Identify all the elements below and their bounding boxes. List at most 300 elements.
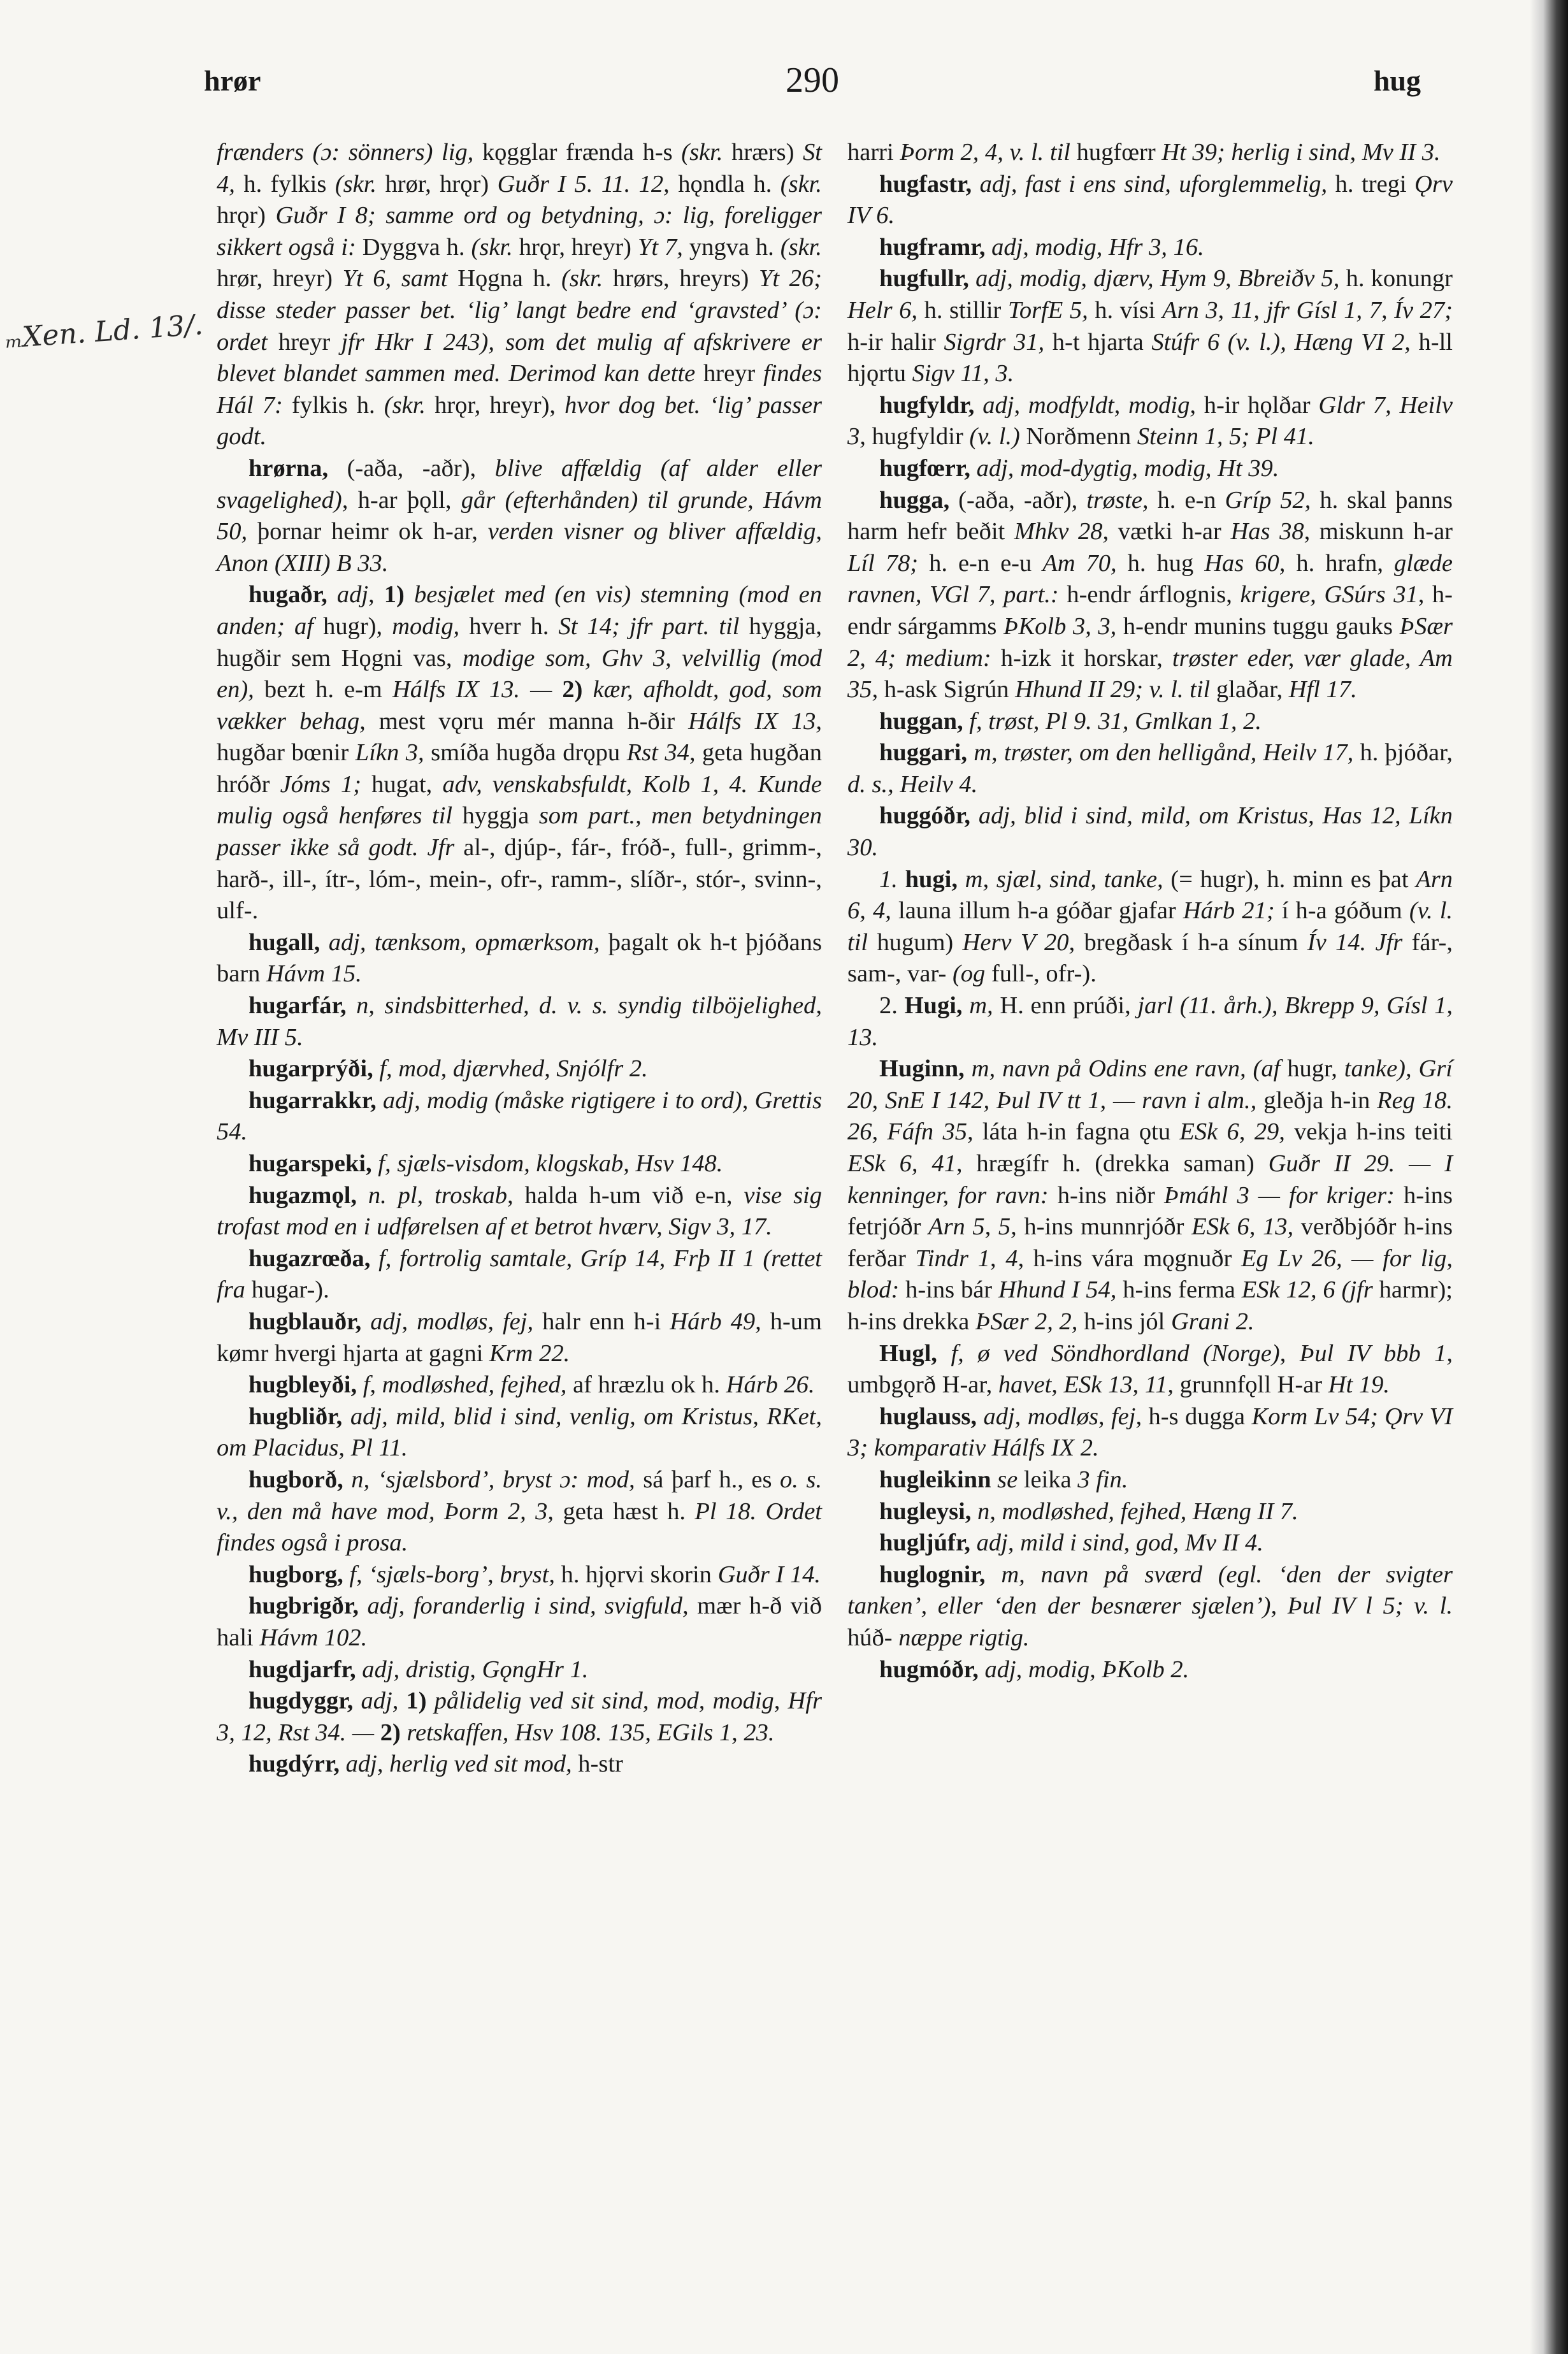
dictionary-entry xyxy=(847,263,1453,389)
entry-text: hugat, xyxy=(371,770,443,798)
entry-text: n, sindsbitterhed, d. v. s. syndig tilböjelighed, Mv III 5. xyxy=(217,992,822,1051)
dictionary-entry xyxy=(217,1749,822,1780)
dictionary-entry xyxy=(217,1306,822,1369)
entry-text: h-ir halir xyxy=(847,328,944,356)
entry-text: Krm 22. xyxy=(489,1339,570,1367)
dictionary-entry xyxy=(217,1180,822,1243)
entry-text: (skr. xyxy=(681,139,732,166)
entry-text: adj, modløs, fej, xyxy=(370,1308,543,1335)
dictionary-entry xyxy=(847,1559,1453,1654)
headword: hugarfár, xyxy=(248,992,357,1020)
headword: hugfœrr, xyxy=(879,454,977,482)
entry-text: Hávm 15. xyxy=(266,960,362,988)
entry-text: havet, ESk 13, 11, xyxy=(998,1371,1180,1399)
entry-text: m, xyxy=(969,992,1000,1020)
entry-text: hverr h. xyxy=(469,612,559,640)
entry-text: smíða hugða drǫpu xyxy=(431,739,627,767)
entry-text: adj, xyxy=(361,1687,406,1715)
entry-text: h-ins niðr xyxy=(1057,1181,1164,1209)
entry-text: kær, afholdt, god, som vækker behag, xyxy=(217,676,823,735)
entry-text: f, ‘sjæls-borg’, bryst, xyxy=(349,1561,561,1588)
entry-text: leika xyxy=(1023,1466,1078,1493)
entry-text: f, mod, djærvhed, Snjólfr 2. xyxy=(379,1055,648,1083)
entry-text: Ht 39; herlig i sind, Mv II 3. xyxy=(1162,139,1441,166)
entry-text: h. stillir xyxy=(924,296,1008,324)
entry-text: Guðr I 14. xyxy=(717,1561,821,1588)
headword: hugdýrr, xyxy=(248,1751,346,1778)
entry-text: 3 fin. xyxy=(1077,1466,1128,1493)
entry-text: Hfl 17. xyxy=(1288,676,1357,704)
headword: Hugl, xyxy=(879,1339,951,1367)
entry-text: besjælet med (en vis) stemning (mod en anden; af xyxy=(217,581,823,640)
entry-text: adj, modig, ÞKolb 2. xyxy=(984,1656,1190,1683)
dictionary-entry xyxy=(847,1338,1453,1401)
entry-text: adj, modløs, fej, xyxy=(983,1403,1149,1430)
entry-text: Am 70, xyxy=(1042,549,1128,577)
entry-text: hugar-). xyxy=(251,1276,329,1304)
entry-text: Hhund II 29; v. l. til xyxy=(1015,676,1216,704)
entry-text: mest vǫru mér manna h-ðir xyxy=(378,707,689,735)
headword: huglognir, xyxy=(879,1561,1002,1588)
entry-text: adj, modig, djærv, Hym 9, Bbreiðv 5, xyxy=(975,265,1346,292)
entry-text: harmr); h-ins drekka xyxy=(847,1276,1453,1335)
entry-text: full-, ofr-). xyxy=(991,960,1097,988)
headword: hrørna, xyxy=(248,454,347,482)
entry-text: glaðar, xyxy=(1216,676,1289,704)
entry-text: retskaffen, Hsv 108. 135, EGils 1, 23. xyxy=(406,1719,775,1746)
dictionary-entry xyxy=(847,990,1453,1053)
headword: hugaðr, xyxy=(248,581,337,609)
entry-text: d. s., Heilv 4. xyxy=(847,770,978,798)
headword: hugarspeki, xyxy=(248,1150,378,1177)
entry-text: h-ins jól xyxy=(1084,1308,1171,1335)
entry-text: h. fylkis xyxy=(243,170,335,198)
entry-text: hugum) xyxy=(877,928,963,956)
entry-text: h. hrafn, xyxy=(1296,549,1395,577)
dictionary-entry xyxy=(217,1464,822,1559)
entry-text: h-um kømr hvergi hjarta at gagni xyxy=(217,1308,822,1367)
entry-text: hugfyldir xyxy=(872,423,970,451)
entry-text: yngva h. xyxy=(689,233,780,261)
entry-text: í h-a góðum xyxy=(1281,897,1409,925)
entry-text: umbgǫrð H-ar, xyxy=(847,1371,998,1399)
entry-text: Ht 19. xyxy=(1328,1371,1390,1399)
entry-text: m, navn på sværd (egl. ‘den der svigter tanken’, eller ‘den der besnærer sjælen’), Þul IV l 5; v. l. xyxy=(847,1561,1453,1620)
entry-text: launa illum h-a góðar gjafar xyxy=(898,897,1183,925)
dictionary-entry xyxy=(217,1591,822,1654)
entry-text: hyggja xyxy=(462,802,539,830)
entry-text: Hárb 26. xyxy=(726,1371,815,1399)
entry-text: h. hug xyxy=(1127,549,1205,577)
entry-text: (og xyxy=(952,960,991,988)
entry-text: h-ir hǫlðar xyxy=(1204,391,1319,419)
dictionary-entry xyxy=(847,485,1453,706)
entry-text: Gríp 52, xyxy=(1225,486,1320,514)
headword: hugi, xyxy=(905,865,965,893)
dictionary-entry xyxy=(217,1053,822,1085)
entry-text: h-ins vára mǫgnuðr xyxy=(1033,1245,1241,1272)
entry-text: (-aða, -aðr), xyxy=(347,454,495,482)
entry-text: ESk 6, 41, xyxy=(847,1150,977,1177)
entry-text: frænders (ɔ: sönners) lig, xyxy=(217,139,482,166)
dictionary-entry xyxy=(847,137,1453,169)
entry-text: adj, tænksom, opmærksom, xyxy=(328,928,608,956)
entry-text: Grani 2. xyxy=(1170,1308,1255,1335)
entry-text: gleðja h-in xyxy=(1263,1087,1377,1114)
entry-text: Þmáhl 3 — for kriger: xyxy=(1163,1181,1404,1209)
dictionary-entry xyxy=(847,864,1453,990)
entry-text: kǫgglar frænda h-s xyxy=(482,139,682,166)
entry-text: hǫndla h. xyxy=(678,170,780,198)
headword: Huginn, xyxy=(879,1055,972,1083)
entry-text: verden visner og bliver affældig, Anon (XIII) B 33. xyxy=(217,518,822,577)
entry-text: Yt 6, samt xyxy=(342,265,458,292)
entry-text: hrørs, hreyrs) xyxy=(612,265,759,292)
entry-text: f, modløshed, fejhed, xyxy=(363,1371,573,1399)
entry-text: hrǫr, hreyr), xyxy=(435,391,565,419)
entry-text: Hǫgna h. xyxy=(457,265,561,292)
entry-text: 1. xyxy=(879,865,905,893)
dictionary-entry xyxy=(217,1401,822,1464)
entry-text: Ív 14. Jfr xyxy=(1307,928,1412,956)
entry-text: krigere, GSúrs 31, xyxy=(1240,581,1432,609)
entry-text: hyggja, hugðir sem Hǫgni vas, xyxy=(217,612,822,672)
entry-text: hreyr xyxy=(278,328,342,356)
entry-text: adj, modig, Hfr 3, 16. xyxy=(991,233,1204,261)
entry-text: grunnfǫll H-ar xyxy=(1179,1371,1328,1399)
headword: hugarrakkr, xyxy=(248,1087,383,1114)
entry-text: h. konungr xyxy=(1346,265,1453,292)
entry-text: Arn 6, 4, xyxy=(847,865,1453,925)
dictionary-entry xyxy=(847,1401,1453,1464)
entry-text: m, trøster, om den helligånd, Heilv 17, xyxy=(974,739,1360,767)
entry-text: Þorm 2, 4, v. l. til xyxy=(900,139,1077,166)
entry-text: h. hjǫrvi skorin xyxy=(561,1561,718,1588)
entry-text: Has 38, xyxy=(1230,518,1320,545)
dictionary-entry xyxy=(847,1053,1453,1338)
entry-text: hugr, xyxy=(1287,1055,1344,1083)
entry-text: Korm Lv 54; Ǫrv VI 3; komparativ Hálfs IX 2. xyxy=(847,1403,1453,1462)
entry-text: sá þarf h., es xyxy=(643,1466,780,1493)
headword: huggóðr, xyxy=(879,802,979,830)
dictionary-entry xyxy=(217,1654,822,1686)
page-edge-shadow xyxy=(1530,0,1568,2354)
entry-text: f, fortrolig samtale, Gríp 14, Frþ II 1 (rettet fra xyxy=(217,1245,822,1304)
entry-text: St 4, xyxy=(217,139,822,198)
entry-text: (skr. xyxy=(471,233,519,261)
entry-text: h. vísi xyxy=(1095,296,1162,324)
entry-text: Líl 78; xyxy=(847,549,930,577)
entry-text: hreyr xyxy=(703,360,764,387)
entry-text: o. s. v., den må have mod, Þorm 2, 3, xyxy=(217,1466,822,1525)
entry-text: h. skal þanns harm hefr beðit xyxy=(847,486,1453,545)
entry-text: f, sjæls-visdom, klogskab, Hsv 148. xyxy=(378,1150,723,1177)
headword: 1) xyxy=(406,1687,435,1715)
entry-text: hrǫr, hreyr) xyxy=(519,233,638,261)
entry-text: Jóms 1; xyxy=(280,770,372,798)
entry-text: geta hæst h. xyxy=(563,1498,695,1525)
entry-text: þagalt ok h-t þjóðans barn xyxy=(217,928,822,988)
headword: hugleysi, xyxy=(879,1498,978,1525)
entry-text: trøste, xyxy=(1086,486,1158,514)
entry-text: Ǫrv IV 6. xyxy=(847,170,1453,229)
entry-text: geta hugðan hróðr xyxy=(217,739,822,798)
entry-text: hrǫr) xyxy=(217,202,276,229)
entry-text: f, trøst, Pl 9. 31, Gmlkan 1, 2. xyxy=(969,707,1262,735)
entry-text: adj, xyxy=(336,581,384,609)
entry-text: adj, mod-dygtig, modig, Ht 39. xyxy=(976,454,1279,482)
entry-text: (skr. xyxy=(334,170,385,198)
entry-text: miskunn h-ar xyxy=(1319,518,1453,545)
entry-text: Guðr I 5. 11. 12, xyxy=(497,170,679,198)
entry-text: halr enn h-i xyxy=(542,1308,670,1335)
entry-text: h-s dugga xyxy=(1148,1403,1252,1430)
entry-text: (skr. xyxy=(384,391,435,419)
headword: hugdjarfr, xyxy=(248,1656,363,1683)
entry-text: h-str xyxy=(578,1751,623,1778)
dictionary-entry xyxy=(217,1559,822,1591)
entry-text: f, ø ved Söndhordland (Norge), Þul IV bbb 1, xyxy=(951,1339,1453,1367)
headword: hugmóðr, xyxy=(879,1656,985,1683)
entry-text: adj, blid i sind, mild, om Kristus, Has 12, Líkn 30. xyxy=(847,802,1453,862)
entry-text: Yt 26; disse steder passer bet. ‘lig’ langt bedre end ‘gravsted’ (ɔ: ordet xyxy=(217,265,823,356)
headword: hugbrigðr, xyxy=(248,1592,368,1620)
entry-text: tanke), Grí 20, SnE I 142, Þul IV tt 1, — ravn i alm., xyxy=(847,1055,1453,1114)
dictionary-entry xyxy=(847,390,1453,453)
entry-text: h-ins fetrjóðr xyxy=(847,1181,1453,1241)
entry-text: þornar heimr ok h-ar, xyxy=(257,518,488,545)
handwritten-margin-note: ₘXen. Ld. 13/. xyxy=(4,308,205,355)
entry-text: hrærs) xyxy=(731,139,803,166)
dictionary-entry xyxy=(847,1527,1453,1559)
entry-text: h-ask Sigrún xyxy=(884,676,1016,704)
entry-text: hugfœrr xyxy=(1076,139,1162,166)
entry-text: h. e-n e-u xyxy=(929,549,1043,577)
entry-text: adv, venskabsfuldt, Kolb 1, 4. Kunde mulig også henføres til xyxy=(217,770,822,830)
headword: hugbliðr, xyxy=(248,1403,350,1430)
dictionary-entry xyxy=(217,1085,822,1148)
entry-text: h. tregi xyxy=(1335,170,1415,198)
entry-text: (= hugr), h. minn es þat xyxy=(1170,865,1416,893)
entry-text: hrægífr h. (drekka saman) xyxy=(976,1150,1269,1177)
entry-text: Steinn 1, 5; Pl 41. xyxy=(1137,423,1314,451)
entry-text: Arn 3, 11, jfr Gísl 1, 7, Ív 27; xyxy=(1162,296,1453,324)
entry-text: (v. l.) xyxy=(969,423,1026,451)
entry-text: adj, mild, blid i sind, venlig, om Kristus, RKet, om Placidus, Pl 11. xyxy=(217,1403,822,1462)
headword: hugdyggr, xyxy=(248,1687,361,1715)
entry-text: adj, dristig, GǫngHr 1. xyxy=(362,1656,589,1683)
entry-text: Pl 18. Ordet findes også i prosa. xyxy=(217,1498,823,1557)
entry-text: hvor dog bet. ‘lig’ passer godt. xyxy=(217,391,823,451)
entry-text: h-ins munnrjóðr xyxy=(1024,1213,1192,1241)
headword: 2) xyxy=(380,1719,407,1746)
entry-text: m, navn på Odins ene ravn, (af xyxy=(971,1055,1288,1083)
entry-text: 2. xyxy=(879,992,905,1020)
entry-text: blive affældig (af alder eller svagelighed), xyxy=(217,454,823,514)
entry-text: mær h-ð við hali xyxy=(217,1592,822,1651)
entry-text: Dyggva h. xyxy=(362,233,471,261)
entry-text: h. e-n xyxy=(1157,486,1225,514)
entry-text: trøster eder, vær glade, Am 35, xyxy=(847,644,1453,704)
page-number: 290 xyxy=(786,61,839,100)
headword: 2) xyxy=(562,676,593,704)
entry-text: går (efterhånden) til grunde, Hávm 50, xyxy=(217,486,822,545)
page-header xyxy=(204,61,1421,115)
headword: hugbleyði, xyxy=(248,1371,363,1399)
dictionary-entry xyxy=(847,232,1453,264)
entry-text: Yt 7, xyxy=(637,233,689,261)
entry-text: jfr Hkr I 243), som det mulig af afskrivere er blevet blandet sammen med. Derimod kan dette xyxy=(217,328,822,387)
dictionary-entry xyxy=(217,579,822,927)
dictionary-entry xyxy=(217,1686,822,1749)
entry-text: h-endr sárgamms xyxy=(847,581,1453,640)
entry-text: modige som, Ghv 3, velvillig (mod en), xyxy=(217,644,823,704)
entry-text: Tindr 1, 4, xyxy=(915,1245,1033,1272)
entry-text: Sigrdr 31, xyxy=(944,328,1053,356)
entry-text: n. pl, troskab, xyxy=(368,1181,525,1209)
right-column xyxy=(847,137,1453,1686)
entry-text: Herv V 20, xyxy=(962,928,1084,956)
entry-text: h-ar þǫll, xyxy=(357,486,461,514)
dictionary-entry xyxy=(217,1148,822,1180)
entry-text: fylkis h. xyxy=(292,391,384,419)
entry-text: jarl (11. årh.), Bkrepp 9, Gísl 1, 13. xyxy=(847,992,1453,1051)
headword: hugborg, xyxy=(248,1561,350,1588)
entry-text: Mhkv 28, xyxy=(1014,518,1118,545)
entry-text: ÞSær 2, 2, xyxy=(975,1308,1084,1335)
headword: hugleikinn xyxy=(879,1466,998,1493)
headword: hugfyldr, xyxy=(879,391,983,419)
dictionary-entry xyxy=(217,453,822,579)
entry-text: harri xyxy=(847,139,900,166)
entry-text: Hhund I 54, xyxy=(998,1276,1123,1304)
dictionary-entry xyxy=(847,169,1453,232)
dictionary-entry xyxy=(217,990,822,1053)
entry-text: h-endr árflognis, xyxy=(1067,581,1241,609)
dictionary-entry xyxy=(217,927,822,990)
entry-text: (v. l. til xyxy=(847,897,1453,956)
entry-text: Arn 5, 5, xyxy=(928,1213,1025,1241)
dictionary-entry xyxy=(847,706,1453,738)
entry-text: glæde ravnen, VGl 7, part.: xyxy=(847,549,1453,609)
entry-text: vise sig trofast mod en i udførelsen af et betrot hværv, Sigv 3, 17. xyxy=(217,1181,822,1241)
headword: hugblauðr, xyxy=(248,1308,371,1335)
entry-text: láta h-in fagna ǫtu xyxy=(982,1118,1180,1146)
entry-text: se xyxy=(997,1466,1024,1493)
headword: Hugi, xyxy=(904,992,970,1020)
entry-text: Líkn 3, xyxy=(355,739,431,767)
entry-text: adj, herlig ved sit mod, xyxy=(345,1751,579,1778)
entry-text: modig, xyxy=(392,612,470,640)
entry-text: Reg 18. 26, Fáfn 35, xyxy=(847,1087,1453,1146)
entry-text: adj, foranderlig i sind, svigfuld, xyxy=(367,1592,698,1620)
entry-text: pålidelig ved sit sind, mod, modig, Hfr 3, 12, Rst 34. — xyxy=(217,1687,822,1746)
dictionary-entry xyxy=(847,737,1453,800)
dictionary-entry xyxy=(217,1369,822,1401)
headword: hugfastr, xyxy=(879,170,980,198)
entry-text: bregðask í h-a sínum xyxy=(1084,928,1307,956)
entry-text: TorfE 5, xyxy=(1007,296,1095,324)
dictionary-entry xyxy=(217,1243,822,1306)
entry-text: (skr. xyxy=(780,233,823,261)
dictionary-entry xyxy=(217,137,822,453)
entry-text: (-aða, -aðr), xyxy=(958,486,1087,514)
entry-text: verðbjóðr h-ins ferðar xyxy=(847,1213,1453,1272)
entry-text: hrør, hreyr) xyxy=(217,265,343,292)
entry-text: n, modløshed, fejhed, Hæng II 7. xyxy=(977,1498,1298,1525)
entry-text: ESk 6, 13, xyxy=(1191,1213,1301,1241)
headword: 1) xyxy=(384,581,414,609)
entry-text: vætki h-ar xyxy=(1118,518,1231,545)
entry-text: Rst 34, xyxy=(626,739,702,767)
entry-text: Guðr I 8; samme ord og betydning, ɔ: lig, foreligger sikkert også i: xyxy=(217,202,822,261)
entry-text: h-izk it horskar, xyxy=(1000,644,1172,672)
entry-text: húð- xyxy=(847,1624,899,1651)
entry-text: adj, mild i sind, god, Mv II 4. xyxy=(976,1529,1263,1557)
entry-text: h-ins ferma xyxy=(1123,1276,1242,1304)
headword: hugfullr, xyxy=(879,265,976,292)
headword: huggan, xyxy=(879,707,970,735)
entry-text: Gldr 7, Heilv 3, xyxy=(847,391,1453,451)
entry-text: Hálfs IX 13. — xyxy=(392,676,563,704)
entry-text: halda h-um við e-n, xyxy=(524,1181,744,1209)
entry-text: som part., men betydningen passer ikke så godt. Jfr xyxy=(217,802,822,862)
entry-text: Sigv 11, 3. xyxy=(912,360,1014,387)
dictionary-entry xyxy=(847,453,1453,485)
entry-text: m, sjæl, sind, tanke, xyxy=(965,865,1171,893)
entry-text: adj, fast i ens sind, uforglemmelig, xyxy=(979,170,1335,198)
dictionary-entry xyxy=(847,800,1453,863)
entry-text: h. þjóðar, xyxy=(1360,739,1453,767)
entry-text: ÞSær 2, 4; medium: xyxy=(847,612,1453,672)
headword: hugga, xyxy=(879,486,959,514)
entry-text: hugr), xyxy=(323,612,392,640)
entry-text: hugðar bœnir xyxy=(217,739,356,767)
entry-text: al-, djúp-, fár-, fróð-, full-, grimm-, harð-, ill-, ítr-, lóm-, mein-, ofr-, ramm-, slíðr-, stór-, svinn-, ulf-. xyxy=(217,834,822,925)
dictionary-entry xyxy=(847,1464,1453,1496)
headword: hugall, xyxy=(248,928,329,956)
entry-text: n, ‘sjælsbord’, bryst ɔ: mod, xyxy=(351,1466,644,1493)
entry-text: bezt h. e-m xyxy=(264,676,392,704)
entry-text: hrør, hrǫr) xyxy=(385,170,498,198)
entry-text: Helr 6, xyxy=(847,296,924,324)
headword: hugazrœða, xyxy=(248,1245,379,1272)
entry-text: Hálfs IX 13, xyxy=(688,707,822,735)
entry-text: Hárb 49, xyxy=(670,1308,770,1335)
entry-text: næppe rigtig. xyxy=(898,1624,1030,1651)
entry-text: findes Hál 7: xyxy=(217,360,822,419)
entry-text: St 14; jfr part. til xyxy=(558,612,749,640)
headword: hugborð, xyxy=(248,1466,352,1493)
entry-text: ESk 12, 6 (jfr xyxy=(1241,1276,1379,1304)
entry-text: vekja h-ins teiti xyxy=(1294,1118,1453,1146)
entry-text: af hræzlu ok h. xyxy=(573,1371,726,1399)
entry-text: h-ll hjǫrtu xyxy=(847,328,1453,387)
entry-text: H. enn prúði, xyxy=(1000,992,1138,1020)
headword: hugljúfr, xyxy=(879,1529,977,1557)
dictionary-entry xyxy=(847,1654,1453,1686)
headword: hugframr, xyxy=(879,233,992,261)
entry-text: Norðmenn xyxy=(1026,423,1137,451)
entry-text: ESk 6, 29, xyxy=(1179,1118,1295,1146)
entry-text: Stúfr 6 (v. l.), Hæng VI 2, xyxy=(1151,328,1419,356)
entry-text: Hávm 102. xyxy=(259,1624,368,1651)
entry-text: Hárb 21; xyxy=(1183,897,1282,925)
entry-text: Guðr II 29. — I kenninger, for ravn: xyxy=(847,1150,1453,1209)
entry-text: h-t hjarta xyxy=(1052,328,1152,356)
header-right-guideword: hug xyxy=(1373,64,1421,97)
entry-text: h-endr munins tuggu gauks xyxy=(1123,612,1400,640)
